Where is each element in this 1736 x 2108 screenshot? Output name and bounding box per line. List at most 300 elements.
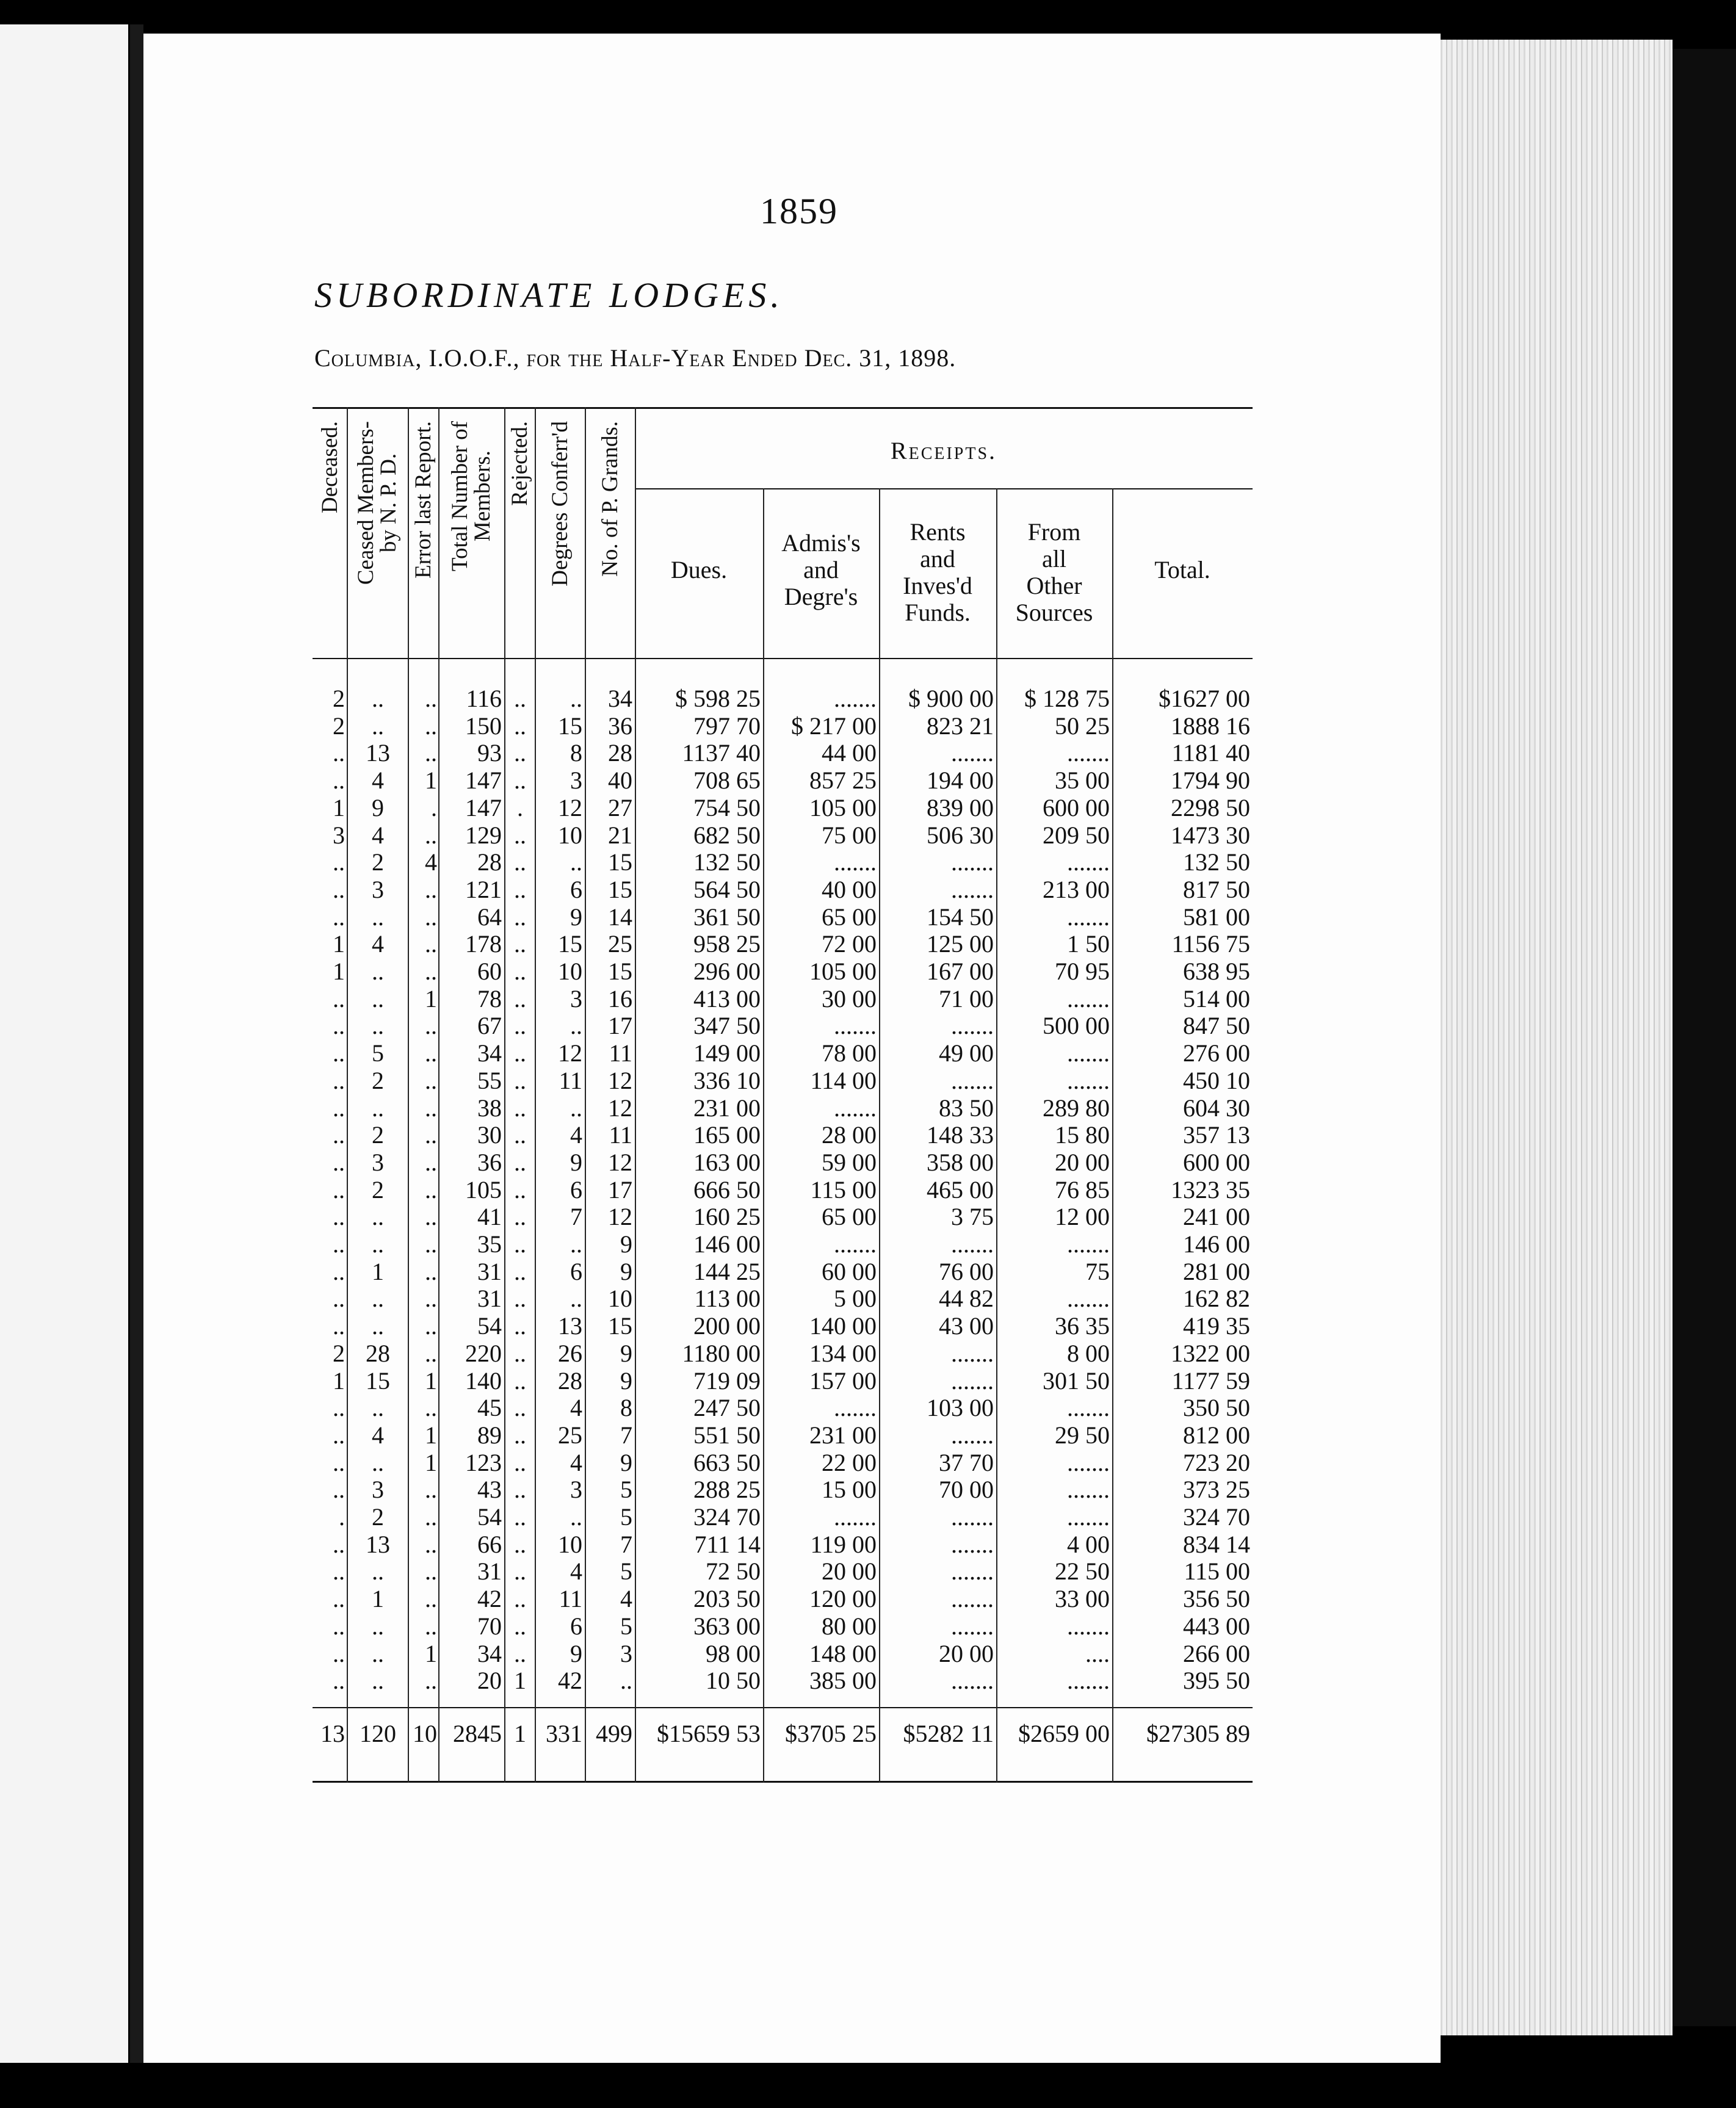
cell-pgrands: 12 <box>608 1149 632 1176</box>
cell-ceased: .. <box>372 1094 384 1122</box>
table-row <box>0 985 1736 1012</box>
cell-ceased: .. <box>372 685 384 712</box>
cell-admis: ....... <box>834 1503 877 1531</box>
cell-other: 15 80 <box>1055 1121 1110 1149</box>
cell-admis: 105 00 <box>809 958 877 985</box>
cell-admis: 44 00 <box>822 739 877 767</box>
cell-error: .. <box>425 1012 437 1039</box>
cell-other: 1 50 <box>1067 930 1110 958</box>
cell-other: ....... <box>1067 1612 1110 1640</box>
cell-admis: 5 00 <box>834 1285 877 1312</box>
cell-admis: 30 00 <box>822 985 877 1012</box>
cell-error: .. <box>425 712 437 740</box>
cell-rents: ....... <box>951 848 994 876</box>
page-number: 1859 <box>760 191 838 231</box>
cell-rejected: .. <box>514 1149 526 1176</box>
cell-rents: ....... <box>951 1667 994 1694</box>
cell-rejected: .. <box>514 985 526 1012</box>
cell-admis: 148 00 <box>809 1640 877 1667</box>
table-top-rule <box>313 407 1253 409</box>
cell-degrees: 4 <box>570 1449 582 1476</box>
cell-pgrands: 40 <box>608 767 632 794</box>
cell-deceased: 2 <box>333 685 345 712</box>
cell-pgrands: 15 <box>608 1312 632 1340</box>
cell-ceased: 4 <box>372 930 384 958</box>
cell-error: .. <box>425 1340 437 1367</box>
table-row <box>0 1421 1736 1449</box>
cell-error: .. <box>425 1312 437 1340</box>
cell-other: ....... <box>1067 903 1110 931</box>
cell-rents: 83 50 <box>939 1094 994 1122</box>
header-rejected: Rejected. <box>507 421 532 506</box>
table-row <box>0 1449 1736 1476</box>
cell-error: 1 <box>425 1449 437 1476</box>
cell-degrees: 10 <box>558 1531 582 1558</box>
cell-members: 31 <box>477 1258 502 1285</box>
table-row <box>0 1640 1736 1667</box>
cell-total: $1627 00 <box>1159 685 1250 712</box>
cell-error: . <box>431 794 437 821</box>
header-total: Total. <box>1154 556 1210 583</box>
cell-error: .. <box>425 1612 437 1640</box>
cell-pgrands: 499 <box>596 1720 632 1747</box>
cell-admis: ....... <box>834 1094 877 1122</box>
cell-deceased: .. <box>333 1121 345 1149</box>
cell-error: .. <box>425 1067 437 1094</box>
cell-members: 116 <box>466 685 502 712</box>
table-row <box>0 848 1736 876</box>
cell-degrees: 11 <box>559 1585 582 1612</box>
cell-error: .. <box>425 1176 437 1204</box>
header-past-grands: No. of P. Grands. <box>597 421 623 577</box>
cell-total: 1156 75 <box>1171 930 1250 958</box>
table-row <box>0 821 1736 849</box>
cell-other: ....... <box>1067 1394 1110 1421</box>
cell-ceased: .. <box>372 1285 384 1312</box>
cell-deceased: .. <box>333 1449 345 1476</box>
cell-admis: 157 00 <box>809 1367 877 1395</box>
cell-degrees: 3 <box>570 985 582 1012</box>
cell-admis: 59 00 <box>822 1149 877 1176</box>
cell-members: 105 <box>465 1176 502 1204</box>
cell-rents: 3 75 <box>951 1203 994 1230</box>
cell-other: 12 00 <box>1055 1203 1110 1230</box>
cell-deceased: .. <box>333 985 345 1012</box>
cell-members: 55 <box>477 1067 502 1094</box>
cell-degrees: 11 <box>559 1067 582 1094</box>
cell-rents: 44 82 <box>939 1285 994 1312</box>
cell-members: 121 <box>465 876 502 903</box>
cell-pgrands: 9 <box>620 1230 632 1258</box>
cell-members: 129 <box>465 821 502 849</box>
cell-dues: 754 50 <box>693 794 761 821</box>
cell-members: 150 <box>465 712 502 740</box>
cell-rejected: .. <box>514 876 526 903</box>
cell-rejected: .. <box>514 1176 526 1204</box>
cell-other: ....... <box>1067 1067 1110 1094</box>
cell-error: .. <box>425 930 437 958</box>
cell-total: 241 00 <box>1183 1203 1250 1230</box>
cell-error: 10 <box>413 1720 437 1747</box>
table-row <box>0 1067 1736 1094</box>
table-row <box>0 1394 1736 1421</box>
cell-ceased: .. <box>372 1230 384 1258</box>
cell-rejected: .. <box>514 739 526 767</box>
cell-rents: 70 00 <box>939 1476 994 1503</box>
cell-admis: 105 00 <box>809 794 877 821</box>
cell-rents: ....... <box>951 1067 994 1094</box>
cell-degrees: 42 <box>558 1667 582 1694</box>
cell-ceased: 3 <box>372 1476 384 1503</box>
receipts-heading: Receipts. <box>890 437 997 464</box>
cell-dues: 413 00 <box>693 985 761 1012</box>
cell-pgrands: 9 <box>620 1449 632 1476</box>
cell-ceased: 13 <box>366 739 390 767</box>
cell-pgrands: 9 <box>620 1367 632 1395</box>
cell-rents: ....... <box>951 1531 994 1558</box>
cell-pgrands: 8 <box>620 1394 632 1421</box>
cell-dues: 663 50 <box>693 1449 761 1476</box>
cell-error: .. <box>425 1558 437 1585</box>
cell-rents: 37 70 <box>939 1449 994 1476</box>
cell-degrees: 6 <box>570 1258 582 1285</box>
cell-members: 54 <box>477 1503 502 1531</box>
cell-degrees: .. <box>570 1503 582 1531</box>
cell-admis: 28 00 <box>822 1121 877 1149</box>
cell-error: .. <box>425 821 437 849</box>
cell-rents: 76 00 <box>939 1258 994 1285</box>
cell-admis: 20 00 <box>822 1558 877 1585</box>
cell-total: 1888 16 <box>1171 712 1250 740</box>
cell-rejected: .. <box>514 685 526 712</box>
cell-members: 147 <box>465 794 502 821</box>
cell-admis: 15 00 <box>822 1476 877 1503</box>
cell-rejected: .. <box>514 1312 526 1340</box>
cell-members: 67 <box>477 1012 502 1039</box>
cell-error: 1 <box>425 1367 437 1395</box>
cell-rents: 839 00 <box>927 794 994 821</box>
cell-deceased: 13 <box>320 1720 345 1747</box>
cell-degrees: 25 <box>558 1421 582 1449</box>
cell-admis: 22 00 <box>822 1449 877 1476</box>
cell-error: .. <box>425 1039 437 1067</box>
cell-rents: 154 50 <box>927 903 994 931</box>
table-row <box>0 1012 1736 1039</box>
cell-pgrands: 36 <box>608 712 632 740</box>
cell-rents: 20 00 <box>939 1640 994 1667</box>
cell-pgrands: 34 <box>608 685 632 712</box>
cell-deceased: .. <box>333 1476 345 1503</box>
cell-deceased: .. <box>333 1421 345 1449</box>
cell-pgrands: 27 <box>608 794 632 821</box>
cell-rejected: .. <box>514 1421 526 1449</box>
cell-pgrands: 28 <box>608 739 632 767</box>
cell-rents: 358 00 <box>927 1149 994 1176</box>
cell-total: 1181 40 <box>1171 739 1250 767</box>
cell-other: 29 50 <box>1055 1421 1110 1449</box>
cell-error: 1 <box>425 767 437 794</box>
table-row <box>0 1585 1736 1612</box>
cell-total: 324 70 <box>1183 1503 1250 1531</box>
cell-rents: 823 21 <box>927 712 994 740</box>
cell-error: .. <box>425 1258 437 1285</box>
cell-total: 1177 59 <box>1171 1367 1250 1395</box>
cell-dues: 1180 00 <box>682 1340 761 1367</box>
table-row <box>0 958 1736 985</box>
cell-degrees: 4 <box>570 1558 582 1585</box>
cell-total: 834 14 <box>1183 1531 1250 1558</box>
cell-total: 581 00 <box>1183 903 1250 931</box>
cell-other: 500 00 <box>1043 1012 1110 1039</box>
cell-admis: 65 00 <box>822 1203 877 1230</box>
cell-rejected: . <box>517 794 523 821</box>
table-row <box>0 1258 1736 1285</box>
cell-deceased: .. <box>333 1012 345 1039</box>
cell-admis: 78 00 <box>822 1039 877 1067</box>
table-row <box>0 1149 1736 1176</box>
table-row <box>0 1121 1736 1149</box>
cell-ceased: .. <box>372 1012 384 1039</box>
cell-error: .. <box>425 903 437 931</box>
cell-total: 281 00 <box>1183 1258 1250 1285</box>
table-row <box>0 712 1736 740</box>
cell-rents: 49 00 <box>939 1039 994 1067</box>
cell-rejected: .. <box>514 1012 526 1039</box>
cell-rejected: .. <box>514 1230 526 1258</box>
cell-admis: 65 00 <box>822 903 877 931</box>
cell-rejected: .. <box>514 1585 526 1612</box>
cell-rents: $ 900 00 <box>908 685 994 712</box>
cell-members: 93 <box>477 739 502 767</box>
cell-degrees: .. <box>570 1230 582 1258</box>
cell-rents: 71 00 <box>939 985 994 1012</box>
cell-total: 1794 90 <box>1171 767 1250 794</box>
cell-error: .. <box>425 1094 437 1122</box>
cell-dues: 336 10 <box>693 1067 761 1094</box>
cell-error: .. <box>425 1667 437 1694</box>
cell-pgrands: 4 <box>620 1585 632 1612</box>
cell-rejected: .. <box>514 1367 526 1395</box>
cell-rents: ....... <box>951 1421 994 1449</box>
cell-members: 38 <box>477 1094 502 1122</box>
cell-other: ....... <box>1067 848 1110 876</box>
cell-degrees: 6 <box>570 876 582 903</box>
cell-pgrands: 10 <box>608 1285 632 1312</box>
cell-total: 723 20 <box>1183 1449 1250 1476</box>
cell-members: 70 <box>477 1612 502 1640</box>
table-row <box>0 1285 1736 1312</box>
cell-rents: ....... <box>951 1230 994 1258</box>
cell-error: 1 <box>425 1421 437 1449</box>
table-row <box>0 1094 1736 1122</box>
cell-deceased: 1 <box>333 930 345 958</box>
cell-ceased: 2 <box>372 1503 384 1531</box>
cell-total: 638 95 <box>1183 958 1250 985</box>
cell-dues: 288 25 <box>693 1476 761 1503</box>
cell-pgrands: 5 <box>620 1558 632 1585</box>
cell-total: 2298 50 <box>1171 794 1250 821</box>
table-row <box>0 1340 1736 1367</box>
cell-degrees: 6 <box>570 1176 582 1204</box>
cell-deceased: .. <box>333 1203 345 1230</box>
cell-deceased: .. <box>333 903 345 931</box>
cell-total: 356 50 <box>1183 1585 1250 1612</box>
cell-pgrands: 15 <box>608 958 632 985</box>
cell-rents: 465 00 <box>927 1176 994 1204</box>
cell-degrees: 10 <box>558 958 582 985</box>
cell-total: 443 00 <box>1183 1612 1250 1640</box>
cell-members: 36 <box>477 1149 502 1176</box>
table-row <box>0 794 1736 821</box>
cell-total: $27305 89 <box>1146 1720 1250 1747</box>
cell-dues: 564 50 <box>693 876 761 903</box>
cell-other: 20 00 <box>1055 1149 1110 1176</box>
cell-rents: ....... <box>951 1012 994 1039</box>
cell-ceased: .. <box>372 1394 384 1421</box>
cell-other: 22 50 <box>1055 1558 1110 1585</box>
header-deceased: Deceased. <box>317 421 342 513</box>
table-row <box>0 1312 1736 1340</box>
table-row <box>0 903 1736 931</box>
cell-other: 289 80 <box>1043 1094 1110 1122</box>
cell-members: 30 <box>477 1121 502 1149</box>
cell-ceased: .. <box>372 1312 384 1340</box>
cell-ceased: 2 <box>372 1176 384 1204</box>
cell-rents: ....... <box>951 1503 994 1531</box>
table-row <box>0 1230 1736 1258</box>
cell-error: .. <box>425 1230 437 1258</box>
cell-dues: 711 14 <box>694 1531 761 1558</box>
cell-dues: $15659 53 <box>657 1720 761 1747</box>
cell-error: .. <box>425 1531 437 1558</box>
cell-deceased: .. <box>333 876 345 903</box>
cell-ceased: .. <box>372 1667 384 1694</box>
header-admissions-degrees: Admis's and Degre's <box>781 529 861 610</box>
cell-admis: 385 00 <box>809 1667 877 1694</box>
cell-other: 75 <box>1085 1258 1110 1285</box>
cell-deceased: 1 <box>333 958 345 985</box>
cell-other: $ 128 75 <box>1024 685 1110 712</box>
cell-ceased: .. <box>372 985 384 1012</box>
cell-admis: ....... <box>834 1230 877 1258</box>
cell-error: 4 <box>425 848 437 876</box>
cell-members: 178 <box>465 930 502 958</box>
totals-row-cells <box>0 1720 1736 1747</box>
cell-deceased: .. <box>333 1531 345 1558</box>
cell-ceased: 15 <box>366 1367 390 1395</box>
cell-pgrands: 12 <box>608 1203 632 1230</box>
cell-rejected: .. <box>514 767 526 794</box>
table-row <box>0 1039 1736 1067</box>
cell-rejected: .. <box>514 1640 526 1667</box>
cell-degrees: 7 <box>570 1203 582 1230</box>
cell-rejected: .. <box>514 1285 526 1312</box>
cell-ceased: 1 <box>372 1585 384 1612</box>
cell-members: 20 <box>477 1667 502 1694</box>
cell-rents: ....... <box>951 739 994 767</box>
cell-error: .. <box>425 1394 437 1421</box>
cell-pgrands: 12 <box>608 1067 632 1094</box>
cell-total: 514 00 <box>1183 985 1250 1012</box>
cell-deceased: .. <box>333 767 345 794</box>
cell-rejected: .. <box>514 1340 526 1367</box>
cell-ceased: 3 <box>372 876 384 903</box>
cell-ceased: 2 <box>372 848 384 876</box>
cell-members: 34 <box>477 1039 502 1067</box>
cell-admis: $3705 25 <box>785 1720 877 1747</box>
cell-rejected: .. <box>514 1203 526 1230</box>
cell-members: 140 <box>465 1367 502 1395</box>
cell-error: .. <box>425 1121 437 1149</box>
cell-degrees: .. <box>570 685 582 712</box>
cell-other: ....... <box>1067 1039 1110 1067</box>
cell-admis: 40 00 <box>822 876 877 903</box>
cell-admis: 114 00 <box>810 1067 877 1094</box>
cell-total: 419 35 <box>1183 1312 1250 1340</box>
cell-other: 301 50 <box>1043 1367 1110 1395</box>
cell-degrees: 6 <box>570 1612 582 1640</box>
cell-dues: 144 25 <box>693 1258 761 1285</box>
header-rents-invested-funds: Rents and Inves'd Funds. <box>903 518 972 626</box>
table-row <box>0 1612 1736 1640</box>
cell-other: 209 50 <box>1043 821 1110 849</box>
cell-ceased: 13 <box>366 1531 390 1558</box>
cell-error: .. <box>425 1476 437 1503</box>
cell-members: 2845 <box>453 1720 502 1747</box>
cell-dues: $ 598 25 <box>675 685 761 712</box>
cell-degrees: 4 <box>570 1121 582 1149</box>
cell-other: 70 95 <box>1055 958 1110 985</box>
table-bottom-rule <box>313 1781 1253 1783</box>
cell-degrees: .. <box>570 1285 582 1312</box>
cell-rejected: .. <box>514 821 526 849</box>
cell-dues: 149 00 <box>693 1039 761 1067</box>
cell-dues: 296 00 <box>693 958 761 985</box>
cell-ceased: 4 <box>372 821 384 849</box>
cell-dues: 203 50 <box>693 1585 761 1612</box>
cell-dues: 231 00 <box>693 1094 761 1122</box>
cell-dues: 165 00 <box>693 1121 761 1149</box>
cell-rejected: .. <box>514 848 526 876</box>
cell-other: 33 00 <box>1055 1585 1110 1612</box>
cell-rents: ....... <box>951 1558 994 1585</box>
cell-error: 1 <box>425 985 437 1012</box>
cell-rents: ....... <box>951 1612 994 1640</box>
table-subtitle: Columbia, I.O.O.F., for the Half-Year Ended Dec. 31, 1898. <box>314 344 957 372</box>
cell-dues: 361 50 <box>693 903 761 931</box>
cell-dues: 160 25 <box>693 1203 761 1230</box>
cell-other: ....... <box>1067 1449 1110 1476</box>
cell-admis: ....... <box>834 1394 877 1421</box>
table-row <box>0 1558 1736 1585</box>
cell-deceased: .. <box>333 1585 345 1612</box>
cell-admis: 115 00 <box>810 1176 877 1204</box>
cell-admis: ....... <box>834 848 877 876</box>
table-row <box>0 1367 1736 1395</box>
cell-total: 132 50 <box>1183 848 1250 876</box>
cell-rents: 103 00 <box>927 1394 994 1421</box>
cell-error: .. <box>425 1585 437 1612</box>
cell-deceased: .. <box>333 1039 345 1067</box>
table-row <box>0 1203 1736 1230</box>
cell-rejected: 1 <box>514 1720 526 1747</box>
cell-ceased: 4 <box>372 1421 384 1449</box>
cell-admis: 140 00 <box>809 1312 877 1340</box>
cell-ceased: .. <box>372 1640 384 1667</box>
cell-members: 220 <box>465 1340 502 1367</box>
cell-total: 146 00 <box>1183 1230 1250 1258</box>
cell-members: 34 <box>477 1640 502 1667</box>
